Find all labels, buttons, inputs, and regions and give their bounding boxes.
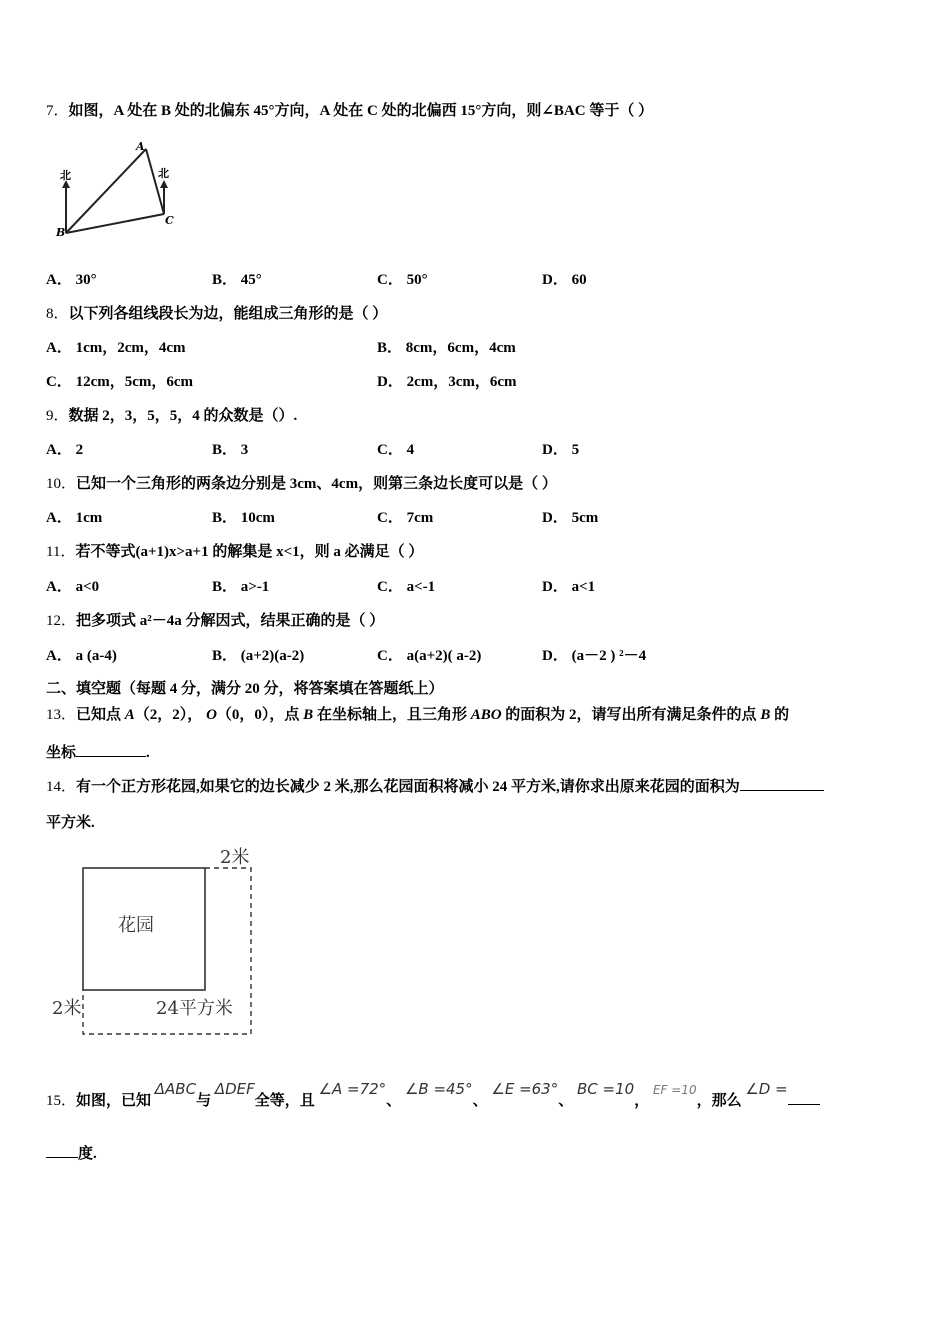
q11-number: 11．	[46, 544, 76, 560]
q7-stem	[46, 101, 653, 121]
angle-d: ∠D =	[745, 1080, 788, 1098]
angle-b: ∠B =45°	[404, 1080, 473, 1098]
q12-stem	[46, 611, 384, 631]
q7-option-b[interactable]: B． 45°	[212, 272, 262, 288]
q9-stem	[46, 406, 297, 426]
q9-number: 9．	[46, 408, 69, 424]
q10-option-c[interactable]: C． 7cm	[377, 510, 434, 526]
q8-stem	[46, 304, 387, 324]
top-2m-label: 2米	[220, 847, 250, 868]
q12-option-a[interactable]: A． a (a-4)	[46, 648, 117, 664]
point-b-label: B	[56, 226, 66, 239]
q12-option-c[interactable]: C． a(a+2)( a-2)	[377, 648, 482, 664]
q13-number: 13．	[46, 707, 77, 723]
point-a: A	[124, 707, 135, 723]
q8-option-b[interactable]: B． 8cm，6cm，4cm	[377, 340, 516, 356]
angle-a: ∠A =72°	[318, 1080, 387, 1098]
north-arrowhead-right	[160, 180, 168, 188]
q15-answer-blank[interactable]	[788, 1090, 820, 1105]
garden-label: 花园	[118, 915, 154, 936]
q10-option-d[interactable]: D． 5cm	[542, 510, 599, 526]
q14-line-2: 平方米.	[46, 815, 95, 831]
q7-number: 7．	[46, 103, 69, 119]
q12-text: 把多项式 a²－4a 分解因式，结果正确的是（ ）	[76, 613, 385, 629]
q14-garden-figure	[44, 840, 264, 1040]
area-label: 24平方米	[156, 998, 233, 1019]
q8-number: 8．	[46, 306, 69, 322]
q15-answer-blank-cont[interactable]	[46, 1143, 78, 1158]
q11-option-b[interactable]: B． a>-1	[212, 579, 270, 595]
q9-option-d[interactable]: D． 5	[542, 442, 580, 458]
point-b-again: B	[760, 707, 771, 723]
q9-text: 数据 2，3，5，5，4 的众数是（）.	[68, 408, 298, 424]
q11-option-d[interactable]: D． a<1	[542, 579, 596, 595]
q8-option-a[interactable]: A． 1cm，2cm，4cm	[46, 340, 186, 356]
q15-line-2: 度.	[46, 1143, 97, 1164]
point-c-label: C	[165, 214, 174, 227]
left-2m-label: 2米	[52, 998, 82, 1019]
q14-answer-blank[interactable]	[740, 776, 824, 791]
q11-option-c[interactable]: C． a<-1	[377, 579, 436, 595]
q7-option-c[interactable]: C． 50°	[377, 272, 428, 288]
q10-text: 已知一个三角形的两条边分别是 3cm、4cm，则第三条边长度可以是（ ）	[76, 476, 557, 492]
q12-option-b[interactable]: B． (a+2)(a-2)	[212, 648, 305, 664]
q13-answer-blank[interactable]	[76, 742, 146, 757]
segment-bc: BC =10	[577, 1080, 635, 1098]
point-o: O	[206, 707, 217, 723]
q9-option-a[interactable]: A． 2	[46, 442, 84, 458]
triangle-def: ΔDEF	[214, 1080, 255, 1098]
q9-option-b[interactable]: B． 3	[212, 442, 249, 458]
q8-text: 以下列各组线段长为边，能组成三角形的是（ ）	[68, 306, 388, 322]
triangle-abo: ABO	[470, 707, 502, 723]
q14-text: 有一个正方形花园,如果它的边长减少 2 米,那么花园面积将减小 24 平方米,请你求出原来花园的面积为	[76, 779, 740, 795]
q13-stem: 13．已知点 A（2，2）， O（0，0），点 B 在坐标轴上，且三角形 ABO 的面积为 2，请写出所有满足条件的点 B 的	[46, 707, 790, 723]
q14-number: 14．	[46, 779, 77, 795]
q14-stem	[46, 776, 824, 797]
q10-number: 10．	[46, 476, 77, 492]
q7-figure	[52, 140, 182, 240]
point-a-label: A	[136, 140, 145, 153]
q7-option-a[interactable]: A． 30°	[46, 272, 97, 288]
q12-option-d[interactable]: D． (a－2 ) ²－4	[542, 648, 647, 664]
segment-ef: EF =10	[652, 1083, 697, 1097]
point-b: B	[303, 707, 314, 723]
north-label-left: 北	[60, 169, 71, 182]
q11-option-a[interactable]: A． a<0	[46, 579, 100, 595]
triangle-abc: ΔABC	[154, 1080, 197, 1098]
q10-option-b[interactable]: B． 10cm	[212, 510, 275, 526]
q15-number: 15．	[46, 1093, 77, 1109]
q10-option-a[interactable]: A． 1cm	[46, 510, 103, 526]
north-label-right: 北	[158, 167, 169, 180]
q12-number: 12．	[46, 613, 77, 629]
angle-e: ∠E =63°	[491, 1080, 559, 1098]
q7-option-d[interactable]: D． 60	[542, 272, 587, 288]
section-2-title: 二、填空题（每题 4 分，满分 20 分，将答案填在答题纸上）	[46, 681, 444, 697]
q11-text: 若不等式(a+1)x>a+1 的解集是 x<1，则 a 必满足（ ）	[75, 544, 424, 560]
q13-line-2: 坐标 .	[46, 742, 150, 763]
q15-stem: 15．如图，已知 ΔABC与 ΔDEF全等，且 ∠A =72°、 ∠B =45°、 ∠E =63°、 BC =10， $^{EF =10}$，那么 ∠D =	[46, 1080, 820, 1120]
q8-option-d[interactable]: D． 2cm，3cm，6cm	[377, 374, 517, 390]
q7-text: 如图，A 处在 B 处的北偏东 45°方向，A 处在 C 处的北偏西 15°方向，则∠BAC 等于（ ）	[68, 103, 654, 119]
q11-stem	[46, 542, 423, 562]
q8-option-c[interactable]: C． 12cm，5cm，6cm	[46, 374, 194, 390]
q9-option-c[interactable]: C． 4	[377, 442, 415, 458]
segment-ac	[146, 149, 164, 214]
q10-stem	[46, 474, 557, 494]
